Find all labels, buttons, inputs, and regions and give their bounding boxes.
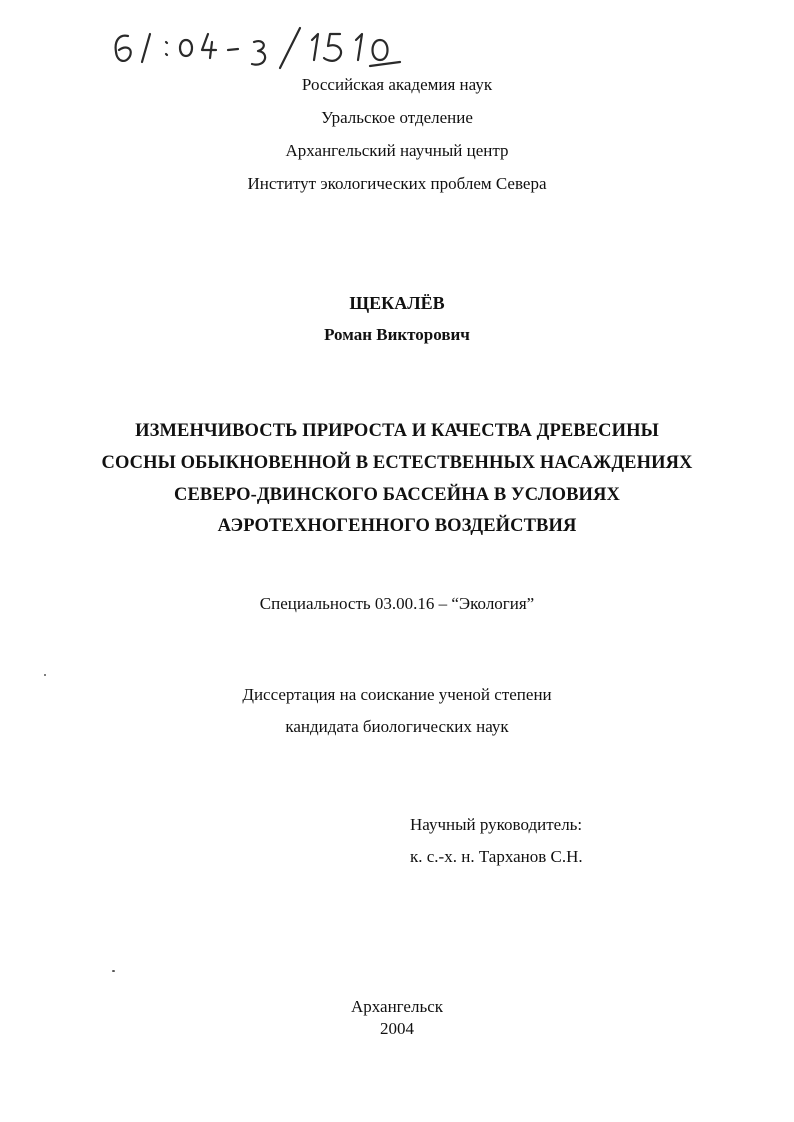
organization-branch: Уральское отделение: [321, 108, 473, 127]
organization-center: Архангельский научный центр: [285, 141, 509, 160]
title-line-3: СЕВЕРО-ДВИНСКОГО БАССЕЙНА В УСЛОВИЯХ: [174, 485, 620, 505]
scan-speck: [44, 674, 46, 676]
author-given-names: Роман Викторович: [324, 325, 470, 344]
place: Архангельск: [350, 997, 444, 1016]
supervisor-label: Научный руководитель:: [410, 815, 583, 834]
dissertation-degree-line-1: Диссертация на соискание ученой степени: [242, 685, 552, 704]
handwritten-note: [108, 20, 428, 80]
title-line-1: ИЗМЕНЧИВОСТЬ ПРИРОСТА И КАЧЕСТВА ДРЕВЕСИНЫ: [135, 421, 659, 441]
title-line-2: СОСНЫ ОБЫКНОВЕННОЙ В ЕСТЕСТВЕННЫХ НАСАЖДЕНИЯХ: [101, 453, 693, 473]
scan-speck: [112, 970, 115, 972]
supervisor-name: к. с.-х. н. Тарханов С.Н.: [410, 847, 583, 866]
organization-institute: Институт экологических проблем Севера: [247, 174, 547, 193]
dissertation-degree-line-2: кандидата биологических наук: [285, 717, 509, 736]
author-surname: ЩЕКАЛЁВ: [349, 293, 445, 313]
organization-academy: Российская академия наук: [301, 75, 493, 94]
title-line-4: АЭРОТЕХНОГЕННОГО ВОЗДЕЙСТВИЯ: [217, 516, 577, 536]
year: 2004: [380, 1019, 414, 1038]
specialty: Специальность 03.00.16 – “Экология”: [259, 594, 535, 613]
